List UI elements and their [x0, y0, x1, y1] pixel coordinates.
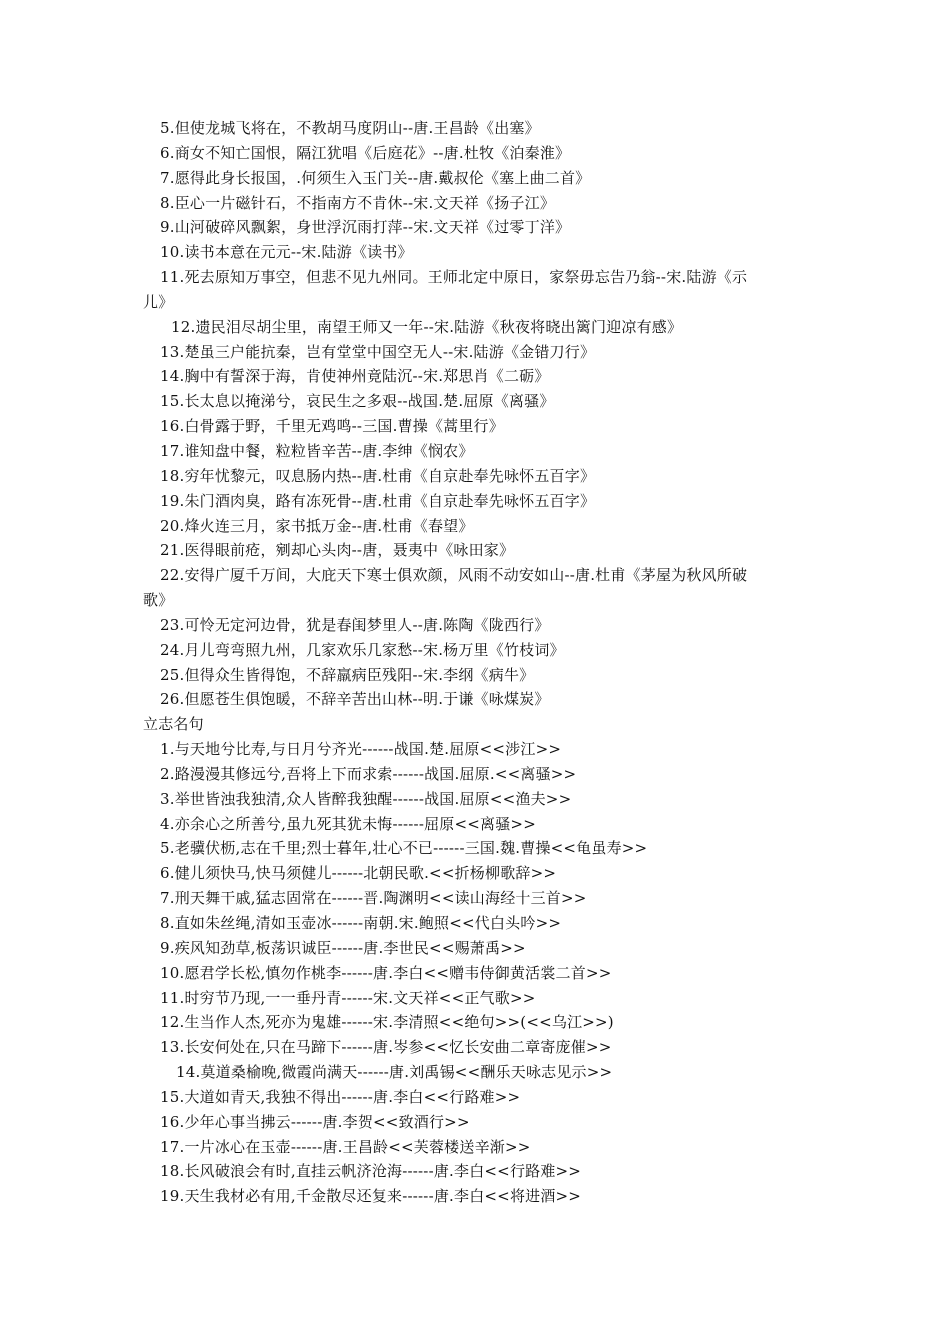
text-line: 21.医得眼前疮，剜却心头肉--唐，聂夷中《咏田家》	[160, 541, 515, 560]
text-line-continuation: 儿》	[143, 292, 174, 311]
document-page	[143, 116, 823, 1209]
text-line: 15.长太息以掩涕兮，哀民生之多艰--战国.楚.屈原《离骚》	[160, 392, 555, 411]
text-line: 14.胸中有誓深于海，肯使神州竟陆沉--宋.郑思肖《二砺》	[160, 367, 550, 386]
text-line: 12.遗民泪尽胡尘里，南望王师又一年--宋.陆游《秋夜将晓出篱门迎凉有感》	[171, 317, 683, 336]
text-line: 11.死去原知万事空，但悲不见九州同。王师北定中原日，家祭毋忘告乃翁--宋.陆游《示	[160, 268, 748, 287]
text-line-continuation: 歌》	[143, 591, 174, 610]
text-line: 7.愿得此身长报国，.何须生入玉门关--唐.戴叔伦《塞上曲二首》	[160, 168, 591, 187]
text-line: 3.举世皆浊我独清,众人皆醉我独醒------战国.屈原<<渔夫>>	[160, 789, 572, 808]
text-line: 10.愿君学长松,慎勿作桃李------唐.李白<<赠韦侍御黄活裳二首>>	[160, 963, 612, 982]
text-line: 20.烽火连三月，家书抵万金--唐.杜甫《春望》	[160, 516, 474, 535]
text-line: 13.楚虽三户能抗秦，岂有堂堂中国空无人--宋.陆游《金错刀行》	[160, 342, 596, 361]
text-line: 18.穷年忧黎元，叹息肠内热--唐.杜甫《自京赴奉先咏怀五百字》	[160, 466, 596, 485]
text-line: 5.老骥伏枥,志在千里;烈士暮年,壮心不已------三国.魏.曹操<<龟虽寿>>	[160, 839, 648, 858]
text-line: 23.可怜无定河边骨，犹是春闺梦里人--唐.陈陶《陇西行》	[160, 615, 550, 634]
text-line: 10.读书本意在元元--宋.陆游《读书》	[160, 243, 413, 262]
text-line: 8.臣心一片磁针石，不指南方不肯休--宋.文天祥《扬子江》	[160, 193, 556, 212]
text-line: 2.路漫漫其修远兮,吾将上下而求索------战国.屈原.<<离骚>>	[160, 764, 577, 783]
text-line: 19.朱门酒肉臭，路有冻死骨--唐.杜甫《自京赴奉先咏怀五百字》	[160, 491, 596, 510]
text-line: 25.但得众生皆得饱，不辞羸病臣残阳--宋.李纲《病牛》	[160, 665, 535, 684]
text-line: 5.但使龙城飞将在，不教胡马度阴山--唐.王昌龄《出塞》	[160, 119, 540, 137]
text-line: 9.疾风知劲草,板荡识诚臣------唐.李世民<<赐萧禹>>	[160, 938, 526, 957]
text-line: 19.天生我材必有用,千金散尽还复来------唐.李白<<将进酒>>	[160, 1187, 582, 1206]
text-line: 26.但愿苍生俱饱暖，不辞辛苦出山林--明.于谦《咏煤炭》	[160, 690, 550, 709]
text-line: 17.一片冰心在玉壶------唐.王昌龄<<芙蓉楼送辛渐>>	[160, 1137, 531, 1156]
text-line: 8.直如朱丝绳,清如玉壶冰------南朝.宋.鲍照<<代白头吟>>	[160, 914, 562, 932]
text-line: 1.与天地兮比寿,与日月兮齐光------战国.楚.屈原<<涉江>>	[160, 740, 562, 759]
text-line: 15.大道如青天,我独不得出------唐.李白<<行路难>>	[160, 1087, 521, 1106]
text-line: 6.健儿须快马,快马须健儿------北朝民歌.<<折杨柳歌辞>>	[160, 864, 557, 883]
text-line: 14.莫道桑榆晚,微霞尚满天------唐.刘禹锡<<酬乐天咏志见示>>	[176, 1063, 613, 1082]
text-line: 22.安得广厦千万间，大庇天下寒士俱欢颜，风雨不动安如山--唐.杜甫《茅屋为秋风所破	[160, 566, 748, 585]
text-line: 4.亦余心之所善兮,虽九死其犹未悔------屈原<<离骚>>	[160, 814, 536, 833]
text-line: 18.长风破浪会有时,直挂云帆济沧海------唐.李白<<行路难>>	[160, 1162, 582, 1181]
text-line: 17.谁知盘中餐，粒粒皆辛苦--唐.李绅《悯农》	[160, 441, 474, 460]
text-line: 16.白骨露于野，千里无鸡鸣--三国.曹操《蒿里行》	[160, 417, 504, 436]
text-line: 7.刑天舞干戚,猛志固常在------晋.陶渊明<<读山海经十三首>>	[160, 889, 587, 908]
section-heading: 立志名句	[143, 715, 204, 734]
text-line: 11.时穷节乃现,一一垂丹青------宋.文天祥<<正气歌>>	[160, 988, 536, 1007]
text-line: 9.山河破碎风飘絮，身世浮沉雨打萍--宋.文天祥《过零丁洋》	[160, 218, 571, 237]
text-line: 24.月儿弯弯照九州，几家欢乐几家愁--宋.杨万里《竹枝词》	[160, 640, 565, 659]
text-line: 6.商女不知亡国恨，隔江犹唱《后庭花》--唐.杜牧《泊秦淮》	[160, 143, 571, 162]
text-line: 12.生当作人杰,死亦为鬼雄------宋.李清照<<绝句>>(<<乌江>>)	[160, 1013, 614, 1032]
text-line: 16.少年心事当拂云------唐.李贺<<致酒行>>	[160, 1112, 470, 1131]
text-line: 13.长安何处在,只在马蹄下------唐.岑参<<忆长安曲二章寄庞催>>	[160, 1038, 612, 1057]
